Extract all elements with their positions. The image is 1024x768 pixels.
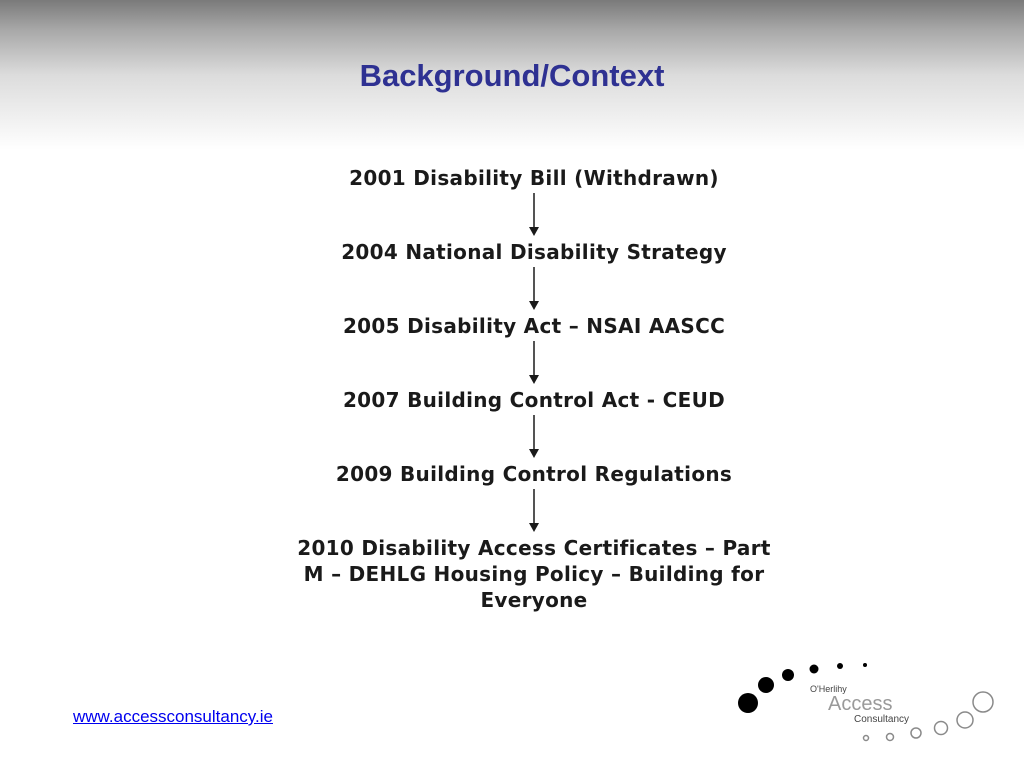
logo-text-sub: Consultancy — [854, 714, 910, 725]
timeline-step-2010-line-2: M – DEHLG Housing Policy – Building for — [303, 562, 765, 586]
timeline-flow — [232, 165, 836, 613]
timeline-step-2010-line-1: 2010 Disability Access Certificates – Part — [297, 536, 771, 560]
down-arrow-icon — [527, 341, 541, 385]
slide-title: Background/Context — [359, 58, 665, 93]
timeline-step-2010 — [232, 535, 836, 613]
down-arrow-icon — [527, 415, 541, 459]
timeline-step-2004: 2004 National Disability Strategy — [341, 240, 727, 264]
down-arrow-icon — [527, 193, 541, 237]
timeline-step-2001: 2001 Disability Bill (Withdrawn) — [349, 166, 719, 190]
down-arrow-icon — [527, 267, 541, 311]
timeline-step-2007: 2007 Building Control Act - CEUD — [342, 388, 726, 412]
company-logo — [730, 655, 1010, 755]
timeline-step-2010-line-3: Everyone — [480, 588, 588, 612]
logo-text-main: Access — [828, 693, 893, 715]
website-link[interactable]: www.accessconsultancy.ie — [73, 707, 273, 726]
timeline-step-2005: 2005 Disability Act – NSAI AASCC — [342, 314, 726, 338]
down-arrow-icon — [527, 489, 541, 533]
logo-text-small: O'Herlihy — [810, 684, 847, 694]
timeline-step-2009: 2009 Building Control Regulations — [335, 462, 733, 486]
